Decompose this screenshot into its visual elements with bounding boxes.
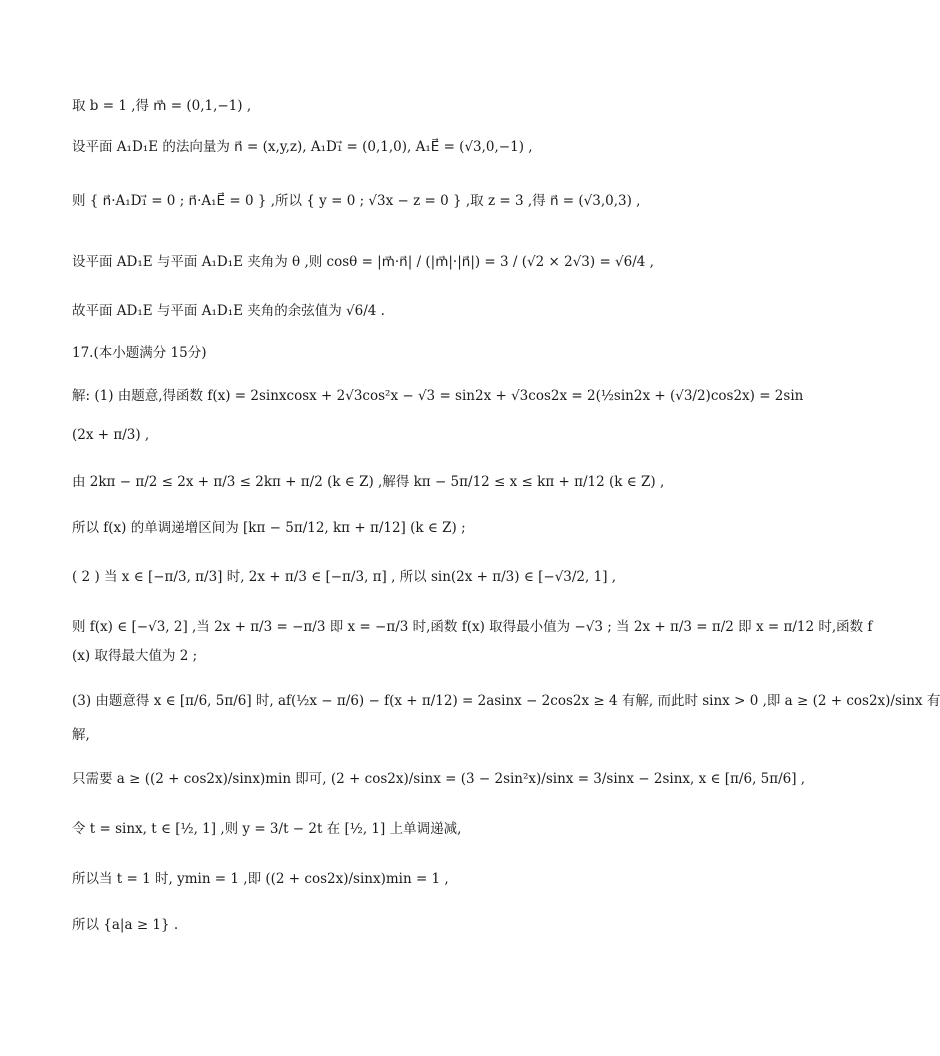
text-line-4: 设平面 AD₁E 与平面 A₁D₁E 夹角为 θ ,则 cosθ = |m⃗·n⃗| / (|m⃗|·|n⃗|) = 3 / (√2 × 2√3) = √6/4 , [72, 254, 654, 270]
text-line-2: 设平面 A₁D₁E 的法向量为 n⃗ = (x,y,z), A₁D₁⃗ = (0,1,0), A₁E⃗ = (√3,0,−1) , [72, 139, 533, 155]
text-line-5: 故平面 AD₁E 与平面 A₁D₁E 夹角的余弦值为 √6/4 . [72, 303, 385, 319]
section-heading-17: 17.(本小题满分 15分) [72, 345, 207, 361]
text-line-15: 解, [72, 727, 90, 743]
text-line-13: (x) 取得最大值为 2 ; [72, 648, 198, 664]
text-line-19: 所以 {a|a ≥ 1} . [72, 917, 179, 933]
text-line-10: 所以 f(x) 的单调递增区间为 [kπ − 5π/12, kπ + π/12] (k ∈ Z) ; [72, 520, 466, 536]
text-line-14: (3) 由题意得 x ∈ [π/6, 5π/6] 时, af(½x − π/6) − f(x + π/12) = 2asinx − 2cos2x ≥ 4 有解, 而此时 sinx > 0 ,即 a ≥ (2 + cos2x)/sinx 有 [72, 693, 940, 709]
text-line-3: 则 { n⃗·A₁D₁⃗ = 0 ; n⃗·A₁E⃗ = 0 } ,所以 { y = 0 ; √3x − z = 0 } ,取 z = 3 ,得 n⃗ = (√3,0,3) , [72, 193, 641, 209]
text-line-8: (2x + π/3) , [72, 427, 150, 443]
text-line-18: 所以当 t = 1 时, ymin = 1 ,即 ((2 + cos2x)/sinx)min = 1 , [72, 871, 449, 887]
text-line-12: 则 f(x) ∈ [−√3, 2] ,当 2x + π/3 = −π/3 即 x = −π/3 时,函数 f(x) 取得最小值为 −√3 ; 当 2x + π/3 = π/2 即 x = π/12 时,函数 f [72, 619, 873, 635]
text-line-9: 由 2kπ − π/2 ≤ 2x + π/3 ≤ 2kπ + π/2 (k ∈ Z) ,解得 kπ − 5π/12 ≤ x ≤ kπ + π/12 (k ∈ Z) , [72, 474, 665, 490]
text-line-1: 取 b = 1 ,得 m⃗ = (0,1,−1) , [72, 98, 252, 114]
text-line-16: 只需要 a ≥ ((2 + cos2x)/sinx)min 即可, (2 + cos2x)/sinx = (3 − 2sin²x)/sinx = 3/sinx − 2sinx, x ∈ [π/6, 5π/6] , [72, 771, 806, 787]
text-line-7: 解: (1) 由题意,得函数 f(x) = 2sinxcosx + 2√3cos²x − √3 = sin2x + √3cos2x = 2(½sin2x + (√3/2)cos2x) = 2sin [72, 388, 804, 404]
text-line-17: 令 t = sinx, t ∈ [½, 1] ,则 y = 3/t − 2t 在 [½, 1] 上单调递减, [72, 821, 462, 837]
text-line-11: ( 2 ) 当 x ∈ [−π/3, π/3] 时, 2x + π/3 ∈ [−π/3, π] , 所以 sin(2x + π/3) ∈ [−√3/2, 1] , [72, 569, 617, 585]
